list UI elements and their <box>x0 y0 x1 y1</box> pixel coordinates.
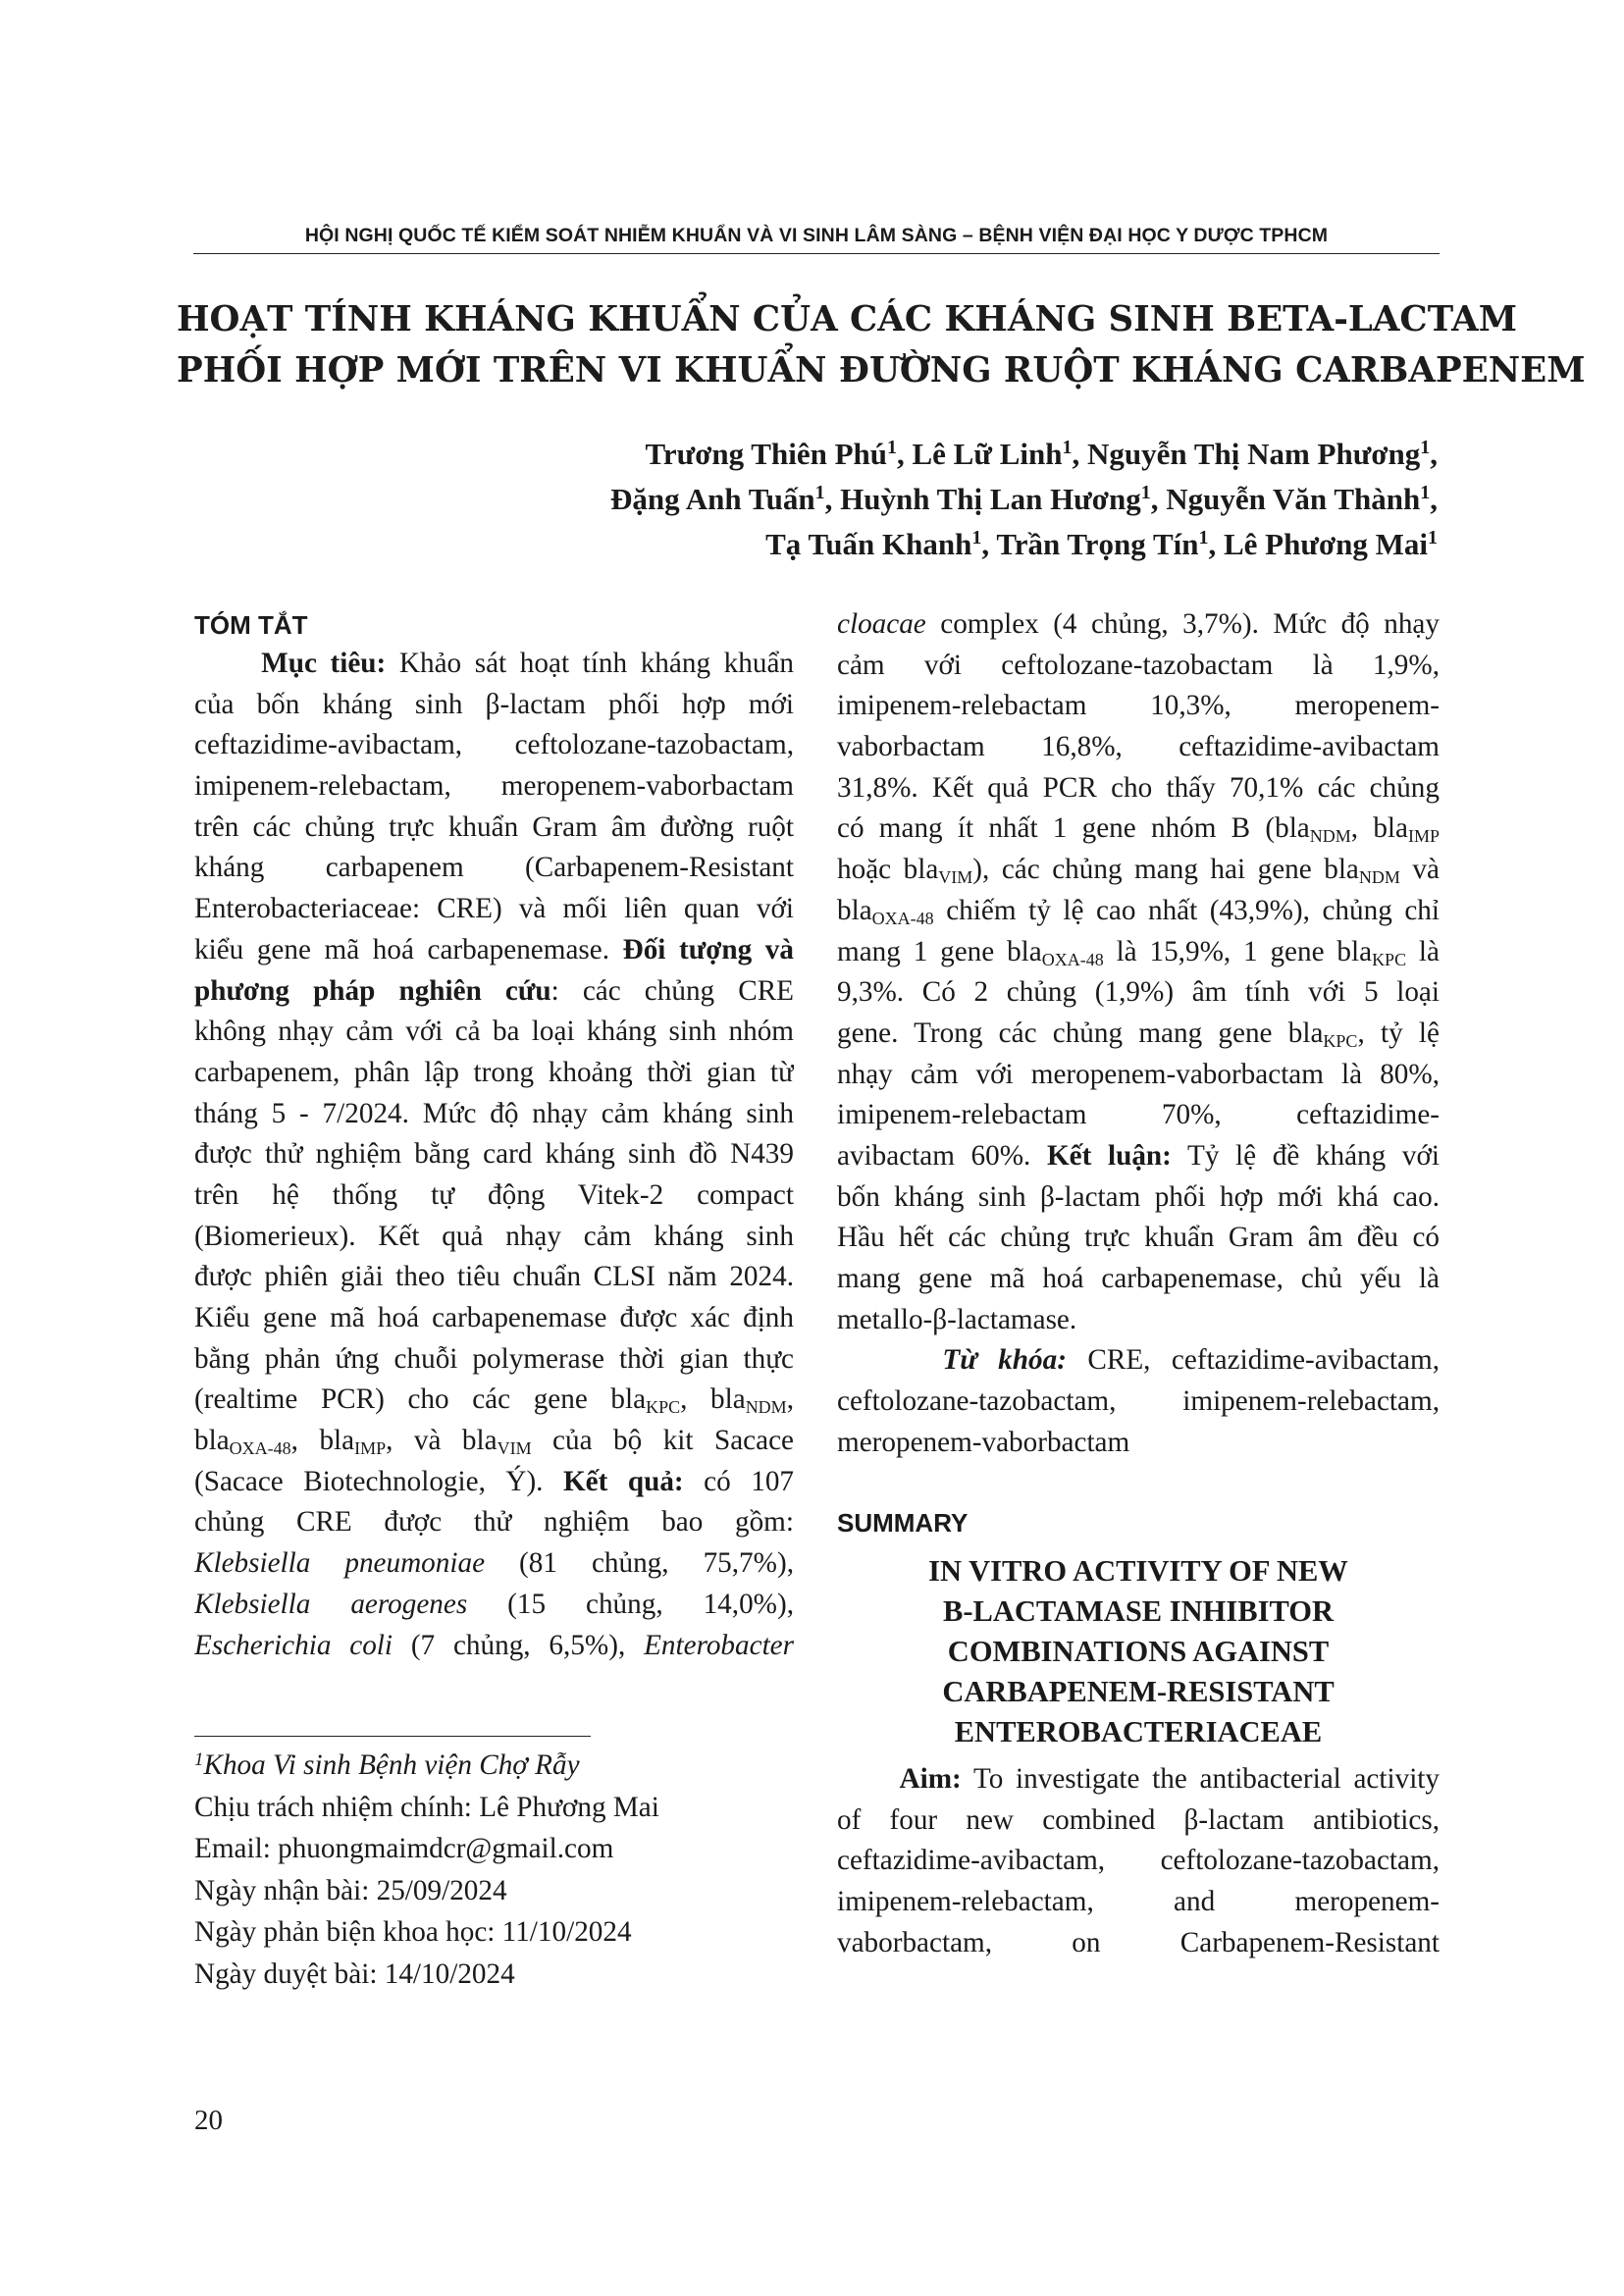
text-line: không nhạy cảm với cả ba loại kháng sinh nhóm <box>194 1016 794 1048</box>
page-number: 20 <box>194 2105 223 2136</box>
review-date: Ngày phản biện khoa học: 11/10/2024 <box>194 1916 632 1948</box>
text-line: của bốn kháng sinh β-lactam phối hợp mới <box>194 688 794 720</box>
header-rule <box>193 253 1440 254</box>
affiliation-mark: 1 <box>1198 527 1209 548</box>
text-line: cloacae complex (4 chủng, 3,7%). Mức độ nhạy <box>837 608 1440 640</box>
affiliation-mark: 1 <box>1420 437 1431 458</box>
accepted-date: Ngày duyệt bài: 14/10/2024 <box>194 1957 515 1990</box>
affiliation-mark: 1 <box>1428 527 1438 548</box>
affiliation-mark: 1 <box>971 527 982 548</box>
text-line: kiểu gene mã hoá carbapenemase. Đối tượng và <box>194 933 794 965</box>
text-line: vaborbactam 16,8%, ceftazidime-avibactam <box>837 731 1440 763</box>
text-line: (realtime PCR) cho các gene bla$_{KPC}$, bla$_{NDM}$, <box>194 1383 794 1418</box>
conclusion-label: Kết luận: <box>1046 1139 1172 1172</box>
text-line: 31,8%. Kết quả PCR cho thấy 70,1% các chủng <box>837 771 1440 804</box>
text-line: Mục tiêu: Khảo sát hoạt tính kháng khuẩn <box>261 648 794 679</box>
text-line: imipenem-relebactam 70%, ceftazidime- <box>837 1099 1440 1131</box>
text-line: Escherichia coli (7 chủng, 6,5%), Enterobacter <box>194 1629 794 1661</box>
affiliation-mark: 1 <box>1062 437 1073 458</box>
text-line: kháng carbapenem (Carbapenem-Resistant <box>194 852 794 884</box>
affiliation-note <box>194 1745 794 1787</box>
email: Email: phuongmaimdcr@gmail.com <box>194 1833 614 1864</box>
text-line: vaborbactam, on Carbapenem-Resistant <box>837 1926 1440 1958</box>
author-name: Lê Phương Mai <box>1224 527 1428 561</box>
aim-label: Aim: <box>899 1763 962 1795</box>
text-line: Klebsiella aerogenes (15 chủng, 14,0%), <box>194 1588 794 1620</box>
text-line: Aim: To investigate the antibacterial activity <box>899 1763 1440 1795</box>
summary-heading: SUMMARY <box>837 1508 969 1538</box>
text-line: Enterobacteriaceae: CRE) và mối liên quan với <box>194 893 794 925</box>
text-line: avibactam 60%. Kết luận: Tỷ lệ đề kháng với <box>837 1139 1440 1172</box>
text-line: 9,3%. Có 2 chủng (1,9%) âm tính với 5 loại <box>837 976 1440 1009</box>
affiliation-mark: 1 <box>814 482 825 503</box>
text-line: chủng CRE được thử nghiệm bao gồm: <box>194 1506 794 1539</box>
text-line: Kiểu gene mã hoá carbapenemase được xác định <box>194 1302 794 1333</box>
text-line: trên các chủng trực khuẩn Gram âm đường ruột <box>194 810 794 843</box>
author-name: Trương Thiên Phú <box>645 437 887 471</box>
text-line: tháng 5 - 7/2024. Mức độ nhạy cảm kháng sinh <box>194 1097 794 1129</box>
text-line: ceftazidime-avibactam, ceftolozane-tazobactam, <box>837 1845 1440 1877</box>
author-name: Lê Lữ Linh <box>912 437 1063 471</box>
author-name: Trần Trọng Tín <box>996 527 1199 561</box>
abstract-right-column <box>837 604 1440 1463</box>
abstract-heading: TÓM TẮT <box>194 610 308 640</box>
affiliation-mark: 1 <box>887 437 897 458</box>
text-line: hoặc bla$_{VIM}$), các chủng mang hai gene bla$_{NDM}$ và <box>837 854 1440 888</box>
footnote-rule <box>194 1736 591 1737</box>
text-line: mang 1 gene bla$_{OXA-48}$ là 15,9%, 1 gene bla$_{KPC}$ là <box>837 935 1440 969</box>
methods-label: phương pháp nghiên cứu <box>194 974 551 1007</box>
author-name: Nguyễn Văn Thành <box>1166 482 1421 516</box>
text-line: nhạy cảm với meropenem-vaborbactam là 80%, <box>837 1058 1440 1090</box>
authors-line-1: Trương Thiên Phú$^1$, Lê Lữ Linh$^1$, Nguyễn Thị Nam Phương$^1$, <box>645 437 1438 471</box>
text-line: mang gene mã hoá carbapenemase, chủ yếu là <box>837 1263 1440 1294</box>
affiliation-text: Khoa Vi sinh Bệnh viện Chợ Rẫy <box>203 1749 580 1781</box>
summary-title-line: CARBAPENEM-RESISTANT <box>942 1675 1335 1708</box>
author-list <box>412 432 1438 567</box>
author-name: Huỳnh Thị Lan Hương <box>840 482 1141 516</box>
abstract-left-column <box>194 644 794 1666</box>
text-line: bốn kháng sinh β-lactam phối hợp mới khá cao. <box>837 1180 1440 1213</box>
text-line: (Sacace Biotechnologie, Ý). Kết quả: có 107 <box>194 1465 794 1497</box>
text-line: bla$_{OXA-48}$, bla$_{IMP}$, và bla$_{VIM}$ của bộ kit Sacace <box>194 1425 794 1459</box>
text-line: imipenem-relebactam 10,3%, meropenem- <box>837 690 1440 722</box>
text-line: carbapenem, phân lập trong khoảng thời gian từ <box>194 1056 794 1088</box>
footnotes <box>194 1745 794 1995</box>
text-line: Klebsiella pneumoniae (81 chủng, 75,7%), <box>194 1547 794 1580</box>
summary-title-line: ENTEROBACTERIACEAE <box>954 1715 1323 1748</box>
text-line: Hầu hết các chủng trực khuẩn Gram âm đều có <box>837 1222 1440 1254</box>
summary-title-line: B-LACTAMASE INHIBITOR <box>943 1594 1334 1628</box>
text-line: meropenem-vaborbactam <box>837 1426 1130 1458</box>
author-name: Đặng Anh Tuấn <box>610 482 815 516</box>
text-line: Từ khóa: CRE, ceftazidime-avibactam, <box>942 1344 1440 1377</box>
authors-line-2: Đặng Anh Tuấn$^1$, Huỳnh Thị Lan Hương$^1$, Nguyễn Văn Thành$^1$, <box>610 482 1438 516</box>
text-line: được thử nghiệm bằng card kháng sinh đồ N439 <box>194 1138 794 1171</box>
keywords-label: Từ khóa: <box>942 1344 1067 1377</box>
text-line: phương pháp nghiên cứu: các chủng CRE <box>194 974 794 1007</box>
affiliation-mark: 1 <box>194 1749 204 1770</box>
text-line: bla$_{OXA-48}$ chiếm tỷ lệ cao nhất (43,9%), chủng chỉ <box>837 894 1440 928</box>
text-line: bằng phản ứng chuỗi polymerase thời gian thực <box>194 1342 794 1375</box>
corresponding-author: Chịu trách nhiệm chính: Lê Phương Mai <box>194 1791 659 1823</box>
author-name: Nguyễn Thị Nam Phương <box>1087 437 1421 471</box>
summary-body <box>837 1759 1440 1963</box>
article-title <box>177 294 1586 396</box>
text-line: gene. Trong các chủng mang gene bla$_{KPC}$, tỷ lệ <box>837 1017 1440 1051</box>
text-line: có mang ít nhất 1 gene nhóm B (bla$_{NDM}$, bla$_{IMP}$ <box>837 812 1440 847</box>
results-label: Kết quả: <box>562 1465 684 1497</box>
text-line: cảm với ceftolozane-tazobactam là 1,9%, <box>837 649 1440 681</box>
affiliation-mark: 1 <box>1420 482 1431 503</box>
text-line: of four new combined β-lactam antibiotics, <box>837 1803 1440 1836</box>
received-date: Ngày nhận bài: 25/09/2024 <box>194 1874 507 1906</box>
text-line: metallo-β-lactamase. <box>837 1303 1077 1335</box>
affiliation-mark: 1 <box>1140 482 1151 503</box>
text-line: trên hệ thống tự động Vitek-2 compact <box>194 1178 794 1211</box>
title-line-2: PHỐI HỢP MỚI TRÊN VI KHUẨN ĐƯỜNG RUỘT KHÁNG CARBAPENEM <box>177 350 1586 391</box>
methods-label: Đối tượng và <box>622 933 794 965</box>
summary-title-line: COMBINATIONS AGAINST <box>947 1635 1330 1668</box>
text-line: được phiên giải theo tiêu chuẩn CLSI năm 2024. <box>194 1261 794 1293</box>
text-line: ceftazidime-avibactam, ceftolozane-tazobactam, <box>194 729 794 761</box>
text-line: ceftolozane-tazobactam, imipenem-relebactam, <box>837 1385 1440 1418</box>
title-line-1: HOẠT TÍNH KHÁNG KHUẨN CỦA CÁC KHÁNG SINH BETA-LACTAM <box>177 299 1518 339</box>
text-line: imipenem-relebactam, and meropenem- <box>837 1886 1440 1918</box>
author-name: Tạ Tuấn Khanh <box>765 527 972 561</box>
summary-title <box>837 1551 1440 1752</box>
summary-title-line: IN VITRO ACTIVITY OF NEW <box>928 1554 1348 1588</box>
running-header: HỘI NGHỊ QUỐC TẾ KIỂM SOÁT NHIỄM KHUẨN VÀ VI SINH LÂM SÀNG – BỆNH VIỆN ĐẠI HỌC Y DƯỢC TPHCM <box>304 225 1329 246</box>
text-line: (Biomerieux). Kết quả nhạy cảm kháng sinh <box>194 1220 794 1252</box>
authors-line-3: Tạ Tuấn Khanh$^1$, Trần Trọng Tín$^1$, Lê Phương Mai$^1$ <box>765 527 1438 561</box>
text-line: imipenem-relebactam, meropenem-vaborbactam <box>194 770 794 803</box>
objective-label: Mục tiêu: <box>261 648 387 679</box>
